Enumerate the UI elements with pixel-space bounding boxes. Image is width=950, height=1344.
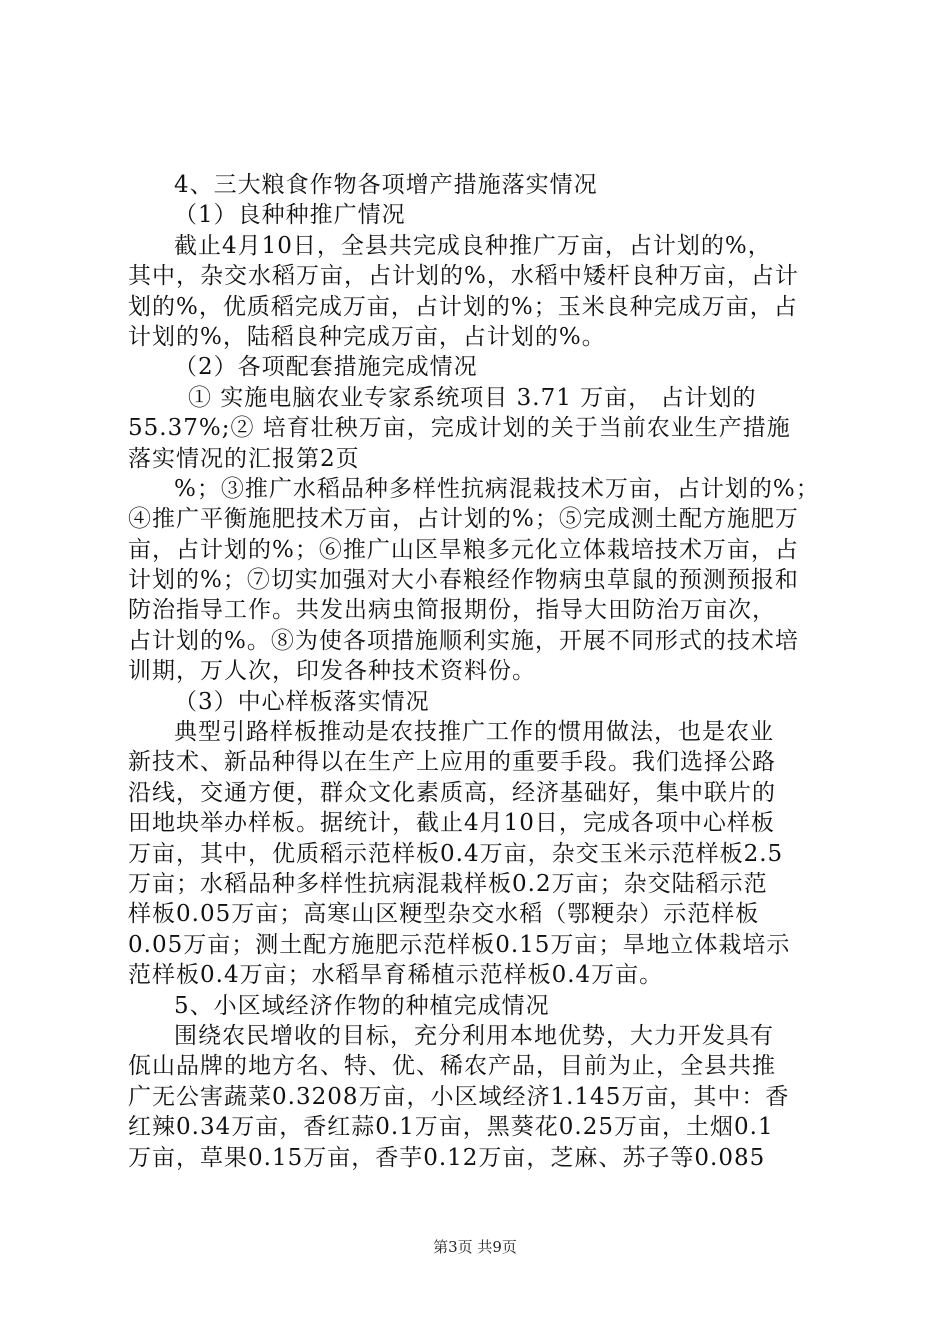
paragraph-line: 样板0.05万亩；高寒山区粳型杂交水稻（鄂粳杂）示范样板 <box>128 901 760 928</box>
paragraph-line: 防治指导工作。共发出病虫简报期份，指导大田防治万亩次， <box>128 597 776 624</box>
paragraph-line: 沿线，交通方便，群众文化素质高，经济基础好，集中联片的 <box>128 779 776 806</box>
paragraph-line: %；③推广水稻品种多样性抗病混栽技术万亩，占计划的%； <box>174 475 820 502</box>
paragraph-line: 万亩，其中，优质稻示范样板0.4万亩，杂交玉米示范样板2.5 <box>128 840 784 867</box>
paragraph-line: 红辣0.34万亩，香红蒜0.1万亩，黑葵花0.25万亩，土烟0.1 <box>128 1114 774 1141</box>
paragraph-line: ④推广平衡施肥技术万亩，占计划的%；⑤完成测土配方施肥万 <box>128 506 799 533</box>
paragraph-line: 计划的%，陆稻良种完成万亩，占计划的%。 <box>128 323 606 350</box>
document-body <box>128 170 833 1173</box>
paragraph-line: 占计划的%。⑧为使各项措施顺利实施，开展不同形式的技术培 <box>128 627 799 654</box>
paragraph-line: 截止4月10日，全县共完成良种推广万亩，占计划的%， <box>174 232 772 259</box>
paragraph-line: 划的%，优质稻完成万亩，占计划的%；玉米良种完成万亩，占 <box>128 293 798 320</box>
subsection-heading: （1）良种种推广情况 <box>174 202 406 229</box>
paragraph-line: 其中，杂交水稻万亩，占计划的%，水稻中矮杆良种万亩，占计 <box>128 263 799 290</box>
paragraph-line: 55.37%;② 培育壮秧万亩，完成计划的关于当前农业生产措施 <box>128 415 791 442</box>
paragraph-line: ① 实施电脑农业专家系统项目 3.71 万亩， 占计划的 <box>188 384 757 411</box>
subsection-heading: （3）中心样板落实情况 <box>174 688 430 715</box>
paragraph-line: 训期，万人次，印发各种技术资料份。 <box>128 658 536 685</box>
paragraph-line: 落实情况的汇报第2页 <box>128 445 360 472</box>
paragraph-line: 田地块举办样板。据统计，截止4月10日，完成各项中心样板 <box>128 810 775 837</box>
paragraph-line: 0.05万亩；测土配方施肥示范样板0.15万亩；旱地立体栽培示 <box>128 931 791 958</box>
paragraph-line: 新技术、新品种得以在生产上应用的重要手段。我们选择公路 <box>128 749 776 776</box>
paragraph-line: 典型引路样板推动是农技推广工作的惯用做法，也是农业 <box>174 719 774 746</box>
section-heading: 4、三大粮食作物各项增产措施落实情况 <box>174 172 598 198</box>
subsection-heading: （2）各项配套措施完成情况 <box>174 354 478 381</box>
paragraph-line: 万亩；水稻品种多样性抗病混栽样板0.2万亩；杂交陆稻示范 <box>128 870 768 897</box>
paragraph-line: 围绕农民增收的目标，充分利用本地优势，大力开发具有 <box>174 1022 774 1049</box>
paragraph-line: 范样板0.4万亩；水稻旱育稀植示范样板0.4万亩。 <box>128 962 664 989</box>
section-heading: 5、小区域经济作物的种植完成情况 <box>174 992 550 1019</box>
paragraph-line: 万亩，草果0.15万亩，香芋0.12万亩，芝麻、苏子等0.085 <box>128 1144 766 1171</box>
paragraph-line: 亩，占计划的%；⑥推广山区旱粮多元化立体栽培技术万亩，占 <box>128 536 799 563</box>
paragraph-line: 广无公害蔬菜0.3208万亩，小区域经济1.145万亩，其中：香 <box>128 1083 790 1110</box>
paragraph-line: 计划的%；⑦切实加强对大小春粮经作物病虫草鼠的预测预报和 <box>128 567 799 594</box>
page-number-footer: 第3页 共9页 <box>433 1238 517 1256</box>
paragraph-line: 佤山品牌的地方名、特、优、稀农产品，目前为止，全县共推 <box>128 1053 776 1080</box>
